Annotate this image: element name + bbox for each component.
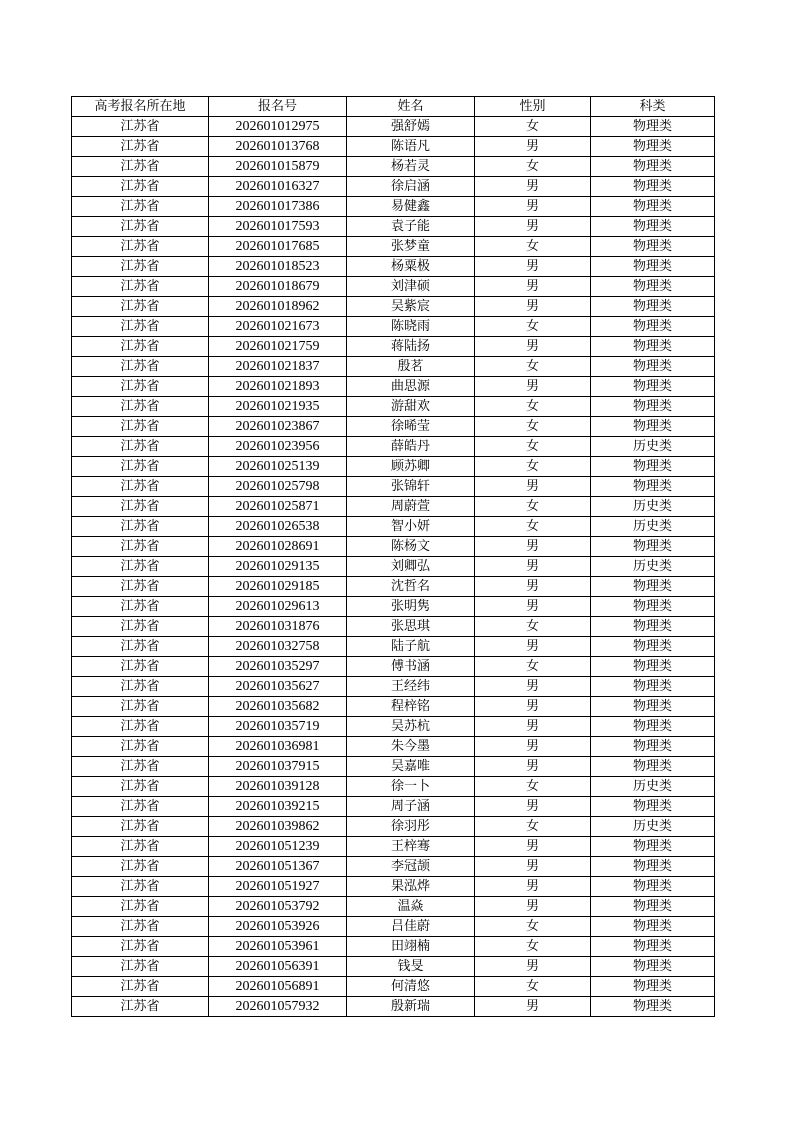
cell-name: 徐羽彤 [347, 817, 475, 837]
cell-name: 游甜欢 [347, 397, 475, 417]
cell-exam-region: 江苏省 [72, 917, 209, 937]
table-row [72, 397, 715, 417]
cell-registration-number: 202601021673 [209, 317, 347, 337]
cell-registration-number: 202601028691 [209, 537, 347, 557]
cell-name: 陆子航 [347, 637, 475, 657]
cell-name: 周子涵 [347, 797, 475, 817]
admission-list-table [71, 96, 715, 1017]
cell-exam-region: 江苏省 [72, 177, 209, 197]
table-row [72, 277, 715, 297]
cell-name: 杨粟极 [347, 257, 475, 277]
cell-gender: 男 [475, 137, 591, 157]
cell-subject-category: 物理类 [591, 997, 715, 1017]
cell-gender: 男 [475, 697, 591, 717]
cell-exam-region: 江苏省 [72, 897, 209, 917]
cell-gender: 男 [475, 557, 591, 577]
cell-gender: 男 [475, 477, 591, 497]
cell-exam-region: 江苏省 [72, 137, 209, 157]
cell-registration-number: 202601056391 [209, 957, 347, 977]
cell-subject-category: 物理类 [591, 977, 715, 997]
cell-registration-number: 202601012975 [209, 117, 347, 137]
cell-subject-category: 物理类 [591, 157, 715, 177]
cell-exam-region: 江苏省 [72, 157, 209, 177]
cell-registration-number: 202601051367 [209, 857, 347, 877]
table-row [72, 297, 715, 317]
cell-exam-region: 江苏省 [72, 557, 209, 577]
cell-registration-number: 202601025871 [209, 497, 347, 517]
table-row [72, 457, 715, 477]
cell-registration-number: 202601017593 [209, 217, 347, 237]
cell-subject-category: 物理类 [591, 957, 715, 977]
cell-subject-category: 物理类 [591, 897, 715, 917]
cell-name: 吴紫宸 [347, 297, 475, 317]
cell-subject-category: 历史类 [591, 817, 715, 837]
cell-gender: 女 [475, 617, 591, 637]
cell-exam-region: 江苏省 [72, 497, 209, 517]
table-row [72, 537, 715, 557]
cell-registration-number: 202601029185 [209, 577, 347, 597]
cell-registration-number: 202601035297 [209, 657, 347, 677]
cell-registration-number: 202601026538 [209, 517, 347, 537]
cell-exam-region: 江苏省 [72, 977, 209, 997]
admission-list-sheet [71, 96, 714, 1017]
cell-exam-region: 江苏省 [72, 857, 209, 877]
cell-exam-region: 江苏省 [72, 277, 209, 297]
cell-subject-category: 物理类 [591, 397, 715, 417]
cell-gender: 男 [475, 377, 591, 397]
cell-name: 徐晞莹 [347, 417, 475, 437]
cell-subject-category: 历史类 [591, 437, 715, 457]
cell-registration-number: 202601036981 [209, 737, 347, 757]
table-row [72, 657, 715, 677]
table-row [72, 337, 715, 357]
cell-gender: 男 [475, 837, 591, 857]
cell-registration-number: 202601017386 [209, 197, 347, 217]
cell-registration-number: 202601035719 [209, 717, 347, 737]
cell-exam-region: 江苏省 [72, 797, 209, 817]
cell-gender: 男 [475, 957, 591, 977]
table-row [72, 917, 715, 937]
cell-name: 王梓骞 [347, 837, 475, 857]
cell-registration-number: 202601015879 [209, 157, 347, 177]
header-registration-number: 报名号 [209, 97, 347, 117]
table-row [72, 617, 715, 637]
table-body [72, 117, 715, 1017]
cell-registration-number: 202601021759 [209, 337, 347, 357]
cell-subject-category: 物理类 [591, 477, 715, 497]
cell-exam-region: 江苏省 [72, 577, 209, 597]
header-subject-category: 科类 [591, 97, 715, 117]
cell-name: 殷新瑞 [347, 997, 475, 1017]
cell-gender: 女 [475, 517, 591, 537]
table-row [72, 437, 715, 457]
cell-registration-number: 202601053961 [209, 937, 347, 957]
cell-name: 陈语凡 [347, 137, 475, 157]
cell-name: 智小妍 [347, 517, 475, 537]
cell-subject-category: 物理类 [591, 197, 715, 217]
cell-subject-category: 物理类 [591, 677, 715, 697]
cell-name: 傅书涵 [347, 657, 475, 677]
cell-exam-region: 江苏省 [72, 657, 209, 677]
cell-gender: 男 [475, 217, 591, 237]
cell-name: 温焱 [347, 897, 475, 917]
table-row [72, 857, 715, 877]
cell-registration-number: 202601037915 [209, 757, 347, 777]
cell-subject-category: 历史类 [591, 517, 715, 537]
cell-exam-region: 江苏省 [72, 517, 209, 537]
cell-registration-number: 202601053926 [209, 917, 347, 937]
table-row [72, 557, 715, 577]
cell-name: 顾苏卿 [347, 457, 475, 477]
table-row [72, 317, 715, 337]
cell-exam-region: 江苏省 [72, 397, 209, 417]
cell-name: 陈杨文 [347, 537, 475, 557]
cell-gender: 女 [475, 817, 591, 837]
cell-exam-region: 江苏省 [72, 337, 209, 357]
cell-registration-number: 202601056891 [209, 977, 347, 997]
cell-name: 吴嘉唯 [347, 757, 475, 777]
cell-name: 杨若灵 [347, 157, 475, 177]
cell-gender: 男 [475, 677, 591, 697]
cell-registration-number: 202601035627 [209, 677, 347, 697]
cell-registration-number: 202601051927 [209, 877, 347, 897]
table-row [72, 177, 715, 197]
cell-subject-category: 物理类 [591, 797, 715, 817]
cell-gender: 男 [475, 637, 591, 657]
cell-exam-region: 江苏省 [72, 717, 209, 737]
cell-exam-region: 江苏省 [72, 297, 209, 317]
header-exam-region: 高考报名所在地 [72, 97, 209, 117]
table-row [72, 477, 715, 497]
cell-subject-category: 物理类 [591, 717, 715, 737]
cell-name: 何清悠 [347, 977, 475, 997]
cell-gender: 女 [475, 977, 591, 997]
table-row [72, 517, 715, 537]
cell-exam-region: 江苏省 [72, 617, 209, 637]
cell-name: 张锦轩 [347, 477, 475, 497]
cell-gender: 女 [475, 397, 591, 417]
cell-exam-region: 江苏省 [72, 317, 209, 337]
cell-gender: 男 [475, 597, 591, 617]
cell-exam-region: 江苏省 [72, 777, 209, 797]
cell-registration-number: 202601031876 [209, 617, 347, 637]
cell-registration-number: 202601029613 [209, 597, 347, 617]
table-row [72, 877, 715, 897]
cell-exam-region: 江苏省 [72, 197, 209, 217]
cell-registration-number: 202601017685 [209, 237, 347, 257]
cell-registration-number: 202601035682 [209, 697, 347, 717]
cell-subject-category: 物理类 [591, 237, 715, 257]
cell-subject-category: 物理类 [591, 357, 715, 377]
cell-name: 王经纬 [347, 677, 475, 697]
cell-gender: 男 [475, 577, 591, 597]
table-row [72, 497, 715, 517]
table-row [72, 197, 715, 217]
table-row [72, 897, 715, 917]
cell-gender: 男 [475, 197, 591, 217]
cell-exam-region: 江苏省 [72, 937, 209, 957]
cell-registration-number: 202601039862 [209, 817, 347, 837]
table-row [72, 737, 715, 757]
table-row [72, 217, 715, 237]
cell-subject-category: 物理类 [591, 917, 715, 937]
cell-gender: 男 [475, 897, 591, 917]
cell-gender: 男 [475, 337, 591, 357]
cell-name: 袁子能 [347, 217, 475, 237]
cell-subject-category: 物理类 [591, 737, 715, 757]
cell-gender: 女 [475, 917, 591, 937]
table-row [72, 817, 715, 837]
cell-gender: 女 [475, 157, 591, 177]
cell-registration-number: 202601057932 [209, 997, 347, 1017]
table-row [72, 377, 715, 397]
table-row [72, 837, 715, 857]
cell-name: 张梦童 [347, 237, 475, 257]
cell-name: 刘卿弘 [347, 557, 475, 577]
cell-gender: 女 [475, 437, 591, 457]
cell-gender: 男 [475, 857, 591, 877]
table-row [72, 717, 715, 737]
table-row [72, 757, 715, 777]
table-row [72, 777, 715, 797]
cell-gender: 女 [475, 497, 591, 517]
cell-registration-number: 202601032758 [209, 637, 347, 657]
cell-subject-category: 物理类 [591, 177, 715, 197]
cell-name: 张明隽 [347, 597, 475, 617]
cell-subject-category: 物理类 [591, 617, 715, 637]
cell-registration-number: 202601013768 [209, 137, 347, 157]
cell-name: 蒋陆扬 [347, 337, 475, 357]
cell-registration-number: 202601021935 [209, 397, 347, 417]
cell-registration-number: 202601016327 [209, 177, 347, 197]
cell-exam-region: 江苏省 [72, 477, 209, 497]
cell-exam-region: 江苏省 [72, 237, 209, 257]
cell-name: 田翊楠 [347, 937, 475, 957]
cell-name: 曲思源 [347, 377, 475, 397]
cell-name: 张思琪 [347, 617, 475, 637]
cell-subject-category: 物理类 [591, 937, 715, 957]
cell-exam-region: 江苏省 [72, 997, 209, 1017]
cell-name: 强舒嫣 [347, 117, 475, 137]
cell-name: 吕佳蔚 [347, 917, 475, 937]
cell-exam-region: 江苏省 [72, 257, 209, 277]
cell-subject-category: 历史类 [591, 557, 715, 577]
table-row [72, 697, 715, 717]
cell-gender: 女 [475, 457, 591, 477]
cell-name: 钱旻 [347, 957, 475, 977]
cell-name: 刘津硕 [347, 277, 475, 297]
cell-subject-category: 物理类 [591, 877, 715, 897]
cell-gender: 女 [475, 777, 591, 797]
cell-subject-category: 物理类 [591, 637, 715, 657]
cell-gender: 女 [475, 417, 591, 437]
table-row [72, 137, 715, 157]
cell-registration-number: 202601025798 [209, 477, 347, 497]
cell-registration-number: 202601018679 [209, 277, 347, 297]
cell-exam-region: 江苏省 [72, 957, 209, 977]
cell-registration-number: 202601039215 [209, 797, 347, 817]
cell-subject-category: 物理类 [591, 577, 715, 597]
table-header-row [72, 97, 715, 117]
table-row [72, 977, 715, 997]
cell-name: 沈哲名 [347, 577, 475, 597]
cell-exam-region: 江苏省 [72, 877, 209, 897]
cell-subject-category: 物理类 [591, 597, 715, 617]
cell-registration-number: 202601021893 [209, 377, 347, 397]
cell-registration-number: 202601018962 [209, 297, 347, 317]
cell-subject-category: 物理类 [591, 697, 715, 717]
table-row [72, 157, 715, 177]
cell-gender: 女 [475, 937, 591, 957]
table-row [72, 677, 715, 697]
cell-name: 程梓铭 [347, 697, 475, 717]
table-row [72, 937, 715, 957]
cell-subject-category: 物理类 [591, 657, 715, 677]
cell-exam-region: 江苏省 [72, 377, 209, 397]
cell-subject-category: 物理类 [591, 337, 715, 357]
cell-subject-category: 物理类 [591, 457, 715, 477]
cell-gender: 男 [475, 277, 591, 297]
cell-subject-category: 历史类 [591, 497, 715, 517]
cell-gender: 男 [475, 797, 591, 817]
cell-name: 薛皓丹 [347, 437, 475, 457]
cell-name: 周蔚萱 [347, 497, 475, 517]
header-name: 姓名 [347, 97, 475, 117]
cell-gender: 女 [475, 317, 591, 337]
cell-name: 吴苏杭 [347, 717, 475, 737]
table-row [72, 597, 715, 617]
table-row [72, 797, 715, 817]
cell-subject-category: 物理类 [591, 857, 715, 877]
cell-exam-region: 江苏省 [72, 457, 209, 477]
cell-name: 果泓烨 [347, 877, 475, 897]
cell-exam-region: 江苏省 [72, 217, 209, 237]
cell-subject-category: 物理类 [591, 257, 715, 277]
cell-exam-region: 江苏省 [72, 697, 209, 717]
cell-subject-category: 物理类 [591, 317, 715, 337]
cell-gender: 男 [475, 257, 591, 277]
cell-name: 陈晓雨 [347, 317, 475, 337]
header-gender: 性别 [475, 97, 591, 117]
table-row [72, 357, 715, 377]
cell-registration-number: 202601021837 [209, 357, 347, 377]
cell-exam-region: 江苏省 [72, 437, 209, 457]
cell-gender: 女 [475, 357, 591, 377]
cell-exam-region: 江苏省 [72, 837, 209, 857]
cell-registration-number: 202601029135 [209, 557, 347, 577]
cell-gender: 男 [475, 877, 591, 897]
cell-subject-category: 物理类 [591, 277, 715, 297]
cell-gender: 男 [475, 537, 591, 557]
table-row [72, 577, 715, 597]
cell-registration-number: 202601039128 [209, 777, 347, 797]
cell-name: 徐启涵 [347, 177, 475, 197]
cell-exam-region: 江苏省 [72, 817, 209, 837]
cell-subject-category: 物理类 [591, 297, 715, 317]
table-row [72, 117, 715, 137]
cell-registration-number: 202601025139 [209, 457, 347, 477]
cell-subject-category: 物理类 [591, 757, 715, 777]
cell-gender: 男 [475, 177, 591, 197]
cell-exam-region: 江苏省 [72, 117, 209, 137]
cell-registration-number: 202601051239 [209, 837, 347, 857]
cell-exam-region: 江苏省 [72, 757, 209, 777]
cell-subject-category: 物理类 [591, 217, 715, 237]
cell-name: 殷茗 [347, 357, 475, 377]
cell-subject-category: 历史类 [591, 777, 715, 797]
cell-name: 易健鑫 [347, 197, 475, 217]
table-row [72, 237, 715, 257]
cell-name: 徐一卜 [347, 777, 475, 797]
cell-subject-category: 物理类 [591, 417, 715, 437]
cell-name: 朱今墨 [347, 737, 475, 757]
cell-exam-region: 江苏省 [72, 637, 209, 657]
cell-gender: 女 [475, 657, 591, 677]
cell-exam-region: 江苏省 [72, 417, 209, 437]
cell-registration-number: 202601018523 [209, 257, 347, 277]
table-row [72, 417, 715, 437]
cell-subject-category: 物理类 [591, 537, 715, 557]
cell-registration-number: 202601023867 [209, 417, 347, 437]
cell-subject-category: 物理类 [591, 837, 715, 857]
cell-exam-region: 江苏省 [72, 537, 209, 557]
cell-gender: 女 [475, 117, 591, 137]
cell-exam-region: 江苏省 [72, 737, 209, 757]
table-row [72, 637, 715, 657]
cell-gender: 男 [475, 717, 591, 737]
cell-subject-category: 物理类 [591, 117, 715, 137]
cell-subject-category: 物理类 [591, 137, 715, 157]
cell-exam-region: 江苏省 [72, 677, 209, 697]
cell-registration-number: 202601023956 [209, 437, 347, 457]
cell-name: 李冠颉 [347, 857, 475, 877]
cell-subject-category: 物理类 [591, 377, 715, 397]
cell-exam-region: 江苏省 [72, 357, 209, 377]
cell-gender: 女 [475, 237, 591, 257]
table-row [72, 957, 715, 977]
cell-registration-number: 202601053792 [209, 897, 347, 917]
cell-exam-region: 江苏省 [72, 597, 209, 617]
cell-gender: 男 [475, 297, 591, 317]
table-row [72, 257, 715, 277]
table-row [72, 997, 715, 1017]
cell-gender: 男 [475, 757, 591, 777]
cell-gender: 男 [475, 997, 591, 1017]
cell-gender: 男 [475, 737, 591, 757]
